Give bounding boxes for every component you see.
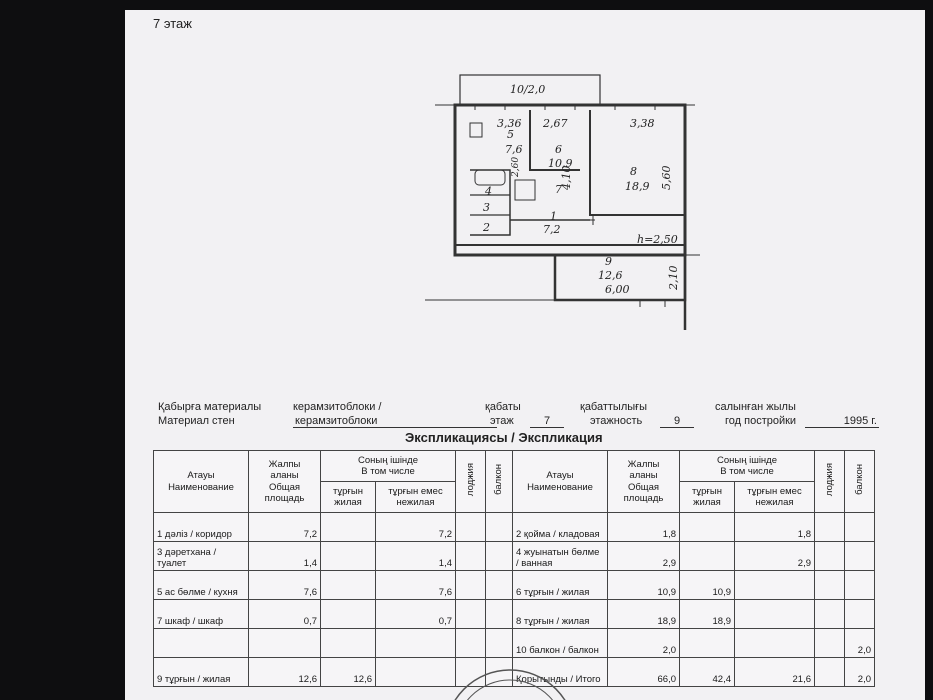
plan-room-9-area: 12,6 [598,269,623,282]
table-cell-l-living [321,513,376,542]
plan-room-6-dim: 2,67 [543,117,568,130]
plan-room-2-id: 2 [483,221,490,234]
table-cell-l-total: 1,4 [249,542,321,571]
wall-material-label-ru: Материал стен [158,415,235,427]
plan-room-6-area: 10,9 [548,157,573,170]
table-cell-l-nonliving: 0,7 [376,600,456,629]
floor-value: 7 [530,415,564,428]
table-cell-r-loggia [815,658,845,687]
table-cell-l-living: 12,6 [321,658,376,687]
year-label-kz: салынған жылы [715,401,796,413]
table-cell-r-loggia [815,542,845,571]
table-cell-l-name [154,629,249,658]
table-cell-l-nonliving: 1,4 [376,542,456,571]
col-balcony-header: балкон [486,451,513,513]
table-cell-r-nonliving: 21,6 [735,658,815,687]
plan-room-8-area: 18,9 [625,180,650,193]
table-cell-l-name: 5 ас бөлме / кухня [154,571,249,600]
table-cell-r-name: 4 жуынатын бөлме / ванная [513,542,608,571]
table-cell-l-total: 7,2 [249,513,321,542]
table-cell-r-loggia [815,571,845,600]
plan-room-1-area: 7,2 [543,223,561,236]
table-cell-l-total: 0,7 [249,600,321,629]
table-cell-l-total: 12,6 [249,658,321,687]
plan-room-7-id: 7 [555,183,562,196]
table-cell-r-total: 18,9 [608,600,680,629]
col-incl-header: Соның ішінде В том числе [321,451,456,482]
table-cell-r-name: 2 қойма / кладовая [513,513,608,542]
wall-material-value-2: керамзитоблоки [293,415,497,428]
table-cell-l-name: 1 дәліз / коридор [154,513,249,542]
table-cell-l-name: 7 шкаф / шкаф [154,600,249,629]
table-cell-r-living: 10,9 [680,571,735,600]
wall-material-value-1: керамзитоблоки / [293,401,382,413]
table-cell-r-balcony [845,513,875,542]
table-cell-r-balcony: 2,0 [845,629,875,658]
table-cell-r-living [680,542,735,571]
plan-room-5-area: 7,6 [505,143,523,156]
plan-room-8-dim: 3,38 [630,117,655,130]
table-cell-l-balcony [486,600,513,629]
table-cell-l-balcony [486,513,513,542]
plan-room-5-id: 5 [507,128,514,141]
table-cell-l-living [321,629,376,658]
plan-dim-600: 6,00 [605,283,630,296]
table-row [154,600,875,629]
plan-room-3-id: 3 [483,201,490,214]
table-cell-r-balcony: 2,0 [845,658,875,687]
table-cell-l-loggia [456,629,486,658]
table-cell-r-name: 6 тұрғын / жилая [513,571,608,600]
table-cell-l-loggia [456,513,486,542]
storeys-label-ru: этажность [590,415,643,427]
table-row [154,542,875,571]
table-cell-l-loggia [456,600,486,629]
table-cell-l-living [321,571,376,600]
floor-heading: 7 этаж [153,16,192,31]
table-cell-r-name: 8 тұрғын / жилая [513,600,608,629]
storeys-value: 9 [660,415,694,428]
year-label-ru: год постройки [725,415,797,427]
table-cell-l-name: 3 дәретхана / туалет [154,542,249,571]
table-cell-r-living: 18,9 [680,600,735,629]
table-row [154,513,875,542]
col-nonliving-header: тұрғын емес нежилая [376,482,456,513]
table-cell-l-name: 9 тұрғын / жилая [154,658,249,687]
col-loggia-header: лоджия [456,451,486,513]
table-cell-l-loggia [456,542,486,571]
table-cell-l-living [321,542,376,571]
table-cell-r-nonliving [735,600,815,629]
floor-label-ru: этаж [490,415,514,427]
table-cell-r-total: 2,9 [608,542,680,571]
plan-room-4-id: 4 [485,185,492,198]
table-cell-l-total [249,629,321,658]
wall-material-label-kz: Қабырға материалы [158,401,262,413]
table-cell-r-name: 10 балкон / балкон [513,629,608,658]
table-cell-r-loggia [815,629,845,658]
table-cell-r-total: 66,0 [608,658,680,687]
table-cell-l-total: 7,6 [249,571,321,600]
table-cell-r-living [680,513,735,542]
plan-room-9-id: 9 [605,255,612,268]
table-cell-r-nonliving: 1,8 [735,513,815,542]
col-loggia-header-right: лоджия [815,451,845,513]
col-nonliving-header-right: тұрғын емес нежилая [735,482,815,513]
plan-dim-210: 2,10 [667,265,680,290]
table-cell-l-living [321,600,376,629]
table-cell-r-total: 2,0 [608,629,680,658]
table-cell-l-nonliving [376,629,456,658]
table-cell-l-loggia [456,571,486,600]
col-living-header: тұрғын жилая [321,482,376,513]
floor-label-kz: қабаты [485,401,521,413]
plan-balcony-label: 10/2,0 [510,83,546,96]
table-cell-r-living [680,629,735,658]
table-cell-r-balcony [845,600,875,629]
plan-room-5-dim: 3,36 [497,117,522,130]
table-cell-r-loggia [815,513,845,542]
stamp-seal [410,660,610,700]
col-name-header-right: Атауы Наименование [513,451,608,513]
table-cell-r-nonliving [735,571,815,600]
plan-dim-560: 5,60 [660,165,673,190]
plan-dim-410: 4,10 [560,165,573,190]
plan-room-1-id: 1 [550,210,557,223]
plan-height: h=2,50 [637,233,678,246]
document-screen [125,10,925,700]
floor-plan [415,65,835,335]
col-name-header: Атауы Наименование [154,451,249,513]
year-value: 1995 г. [805,415,879,428]
col-incl-header-right: Соның ішінде В том числе [680,451,815,482]
table-cell-r-name: Қорытынды / Итого [513,658,608,687]
table-cell-r-balcony [845,542,875,571]
table-cell-r-balcony [845,571,875,600]
col-total-header-right: Жалпы аланы Общая площадь [608,451,680,513]
table-row [154,571,875,600]
plan-dim-260: 2,60 [511,156,521,177]
storeys-label-kz: қабаттылығы [580,401,648,413]
table-cell-l-balcony [486,542,513,571]
table-cell-r-loggia [815,600,845,629]
table-cell-l-balcony [486,571,513,600]
plan-room-6-id: 6 [555,143,562,156]
table-cell-l-nonliving: 7,2 [376,513,456,542]
table-cell-r-nonliving [735,629,815,658]
table-cell-l-balcony [486,629,513,658]
plan-room-8-id: 8 [630,165,637,178]
table-cell-l-nonliving: 7,6 [376,571,456,600]
table-cell-r-living: 42,4 [680,658,735,687]
table-cell-r-nonliving: 2,9 [735,542,815,571]
explication-table [153,450,875,687]
col-balcony-header-right: балкон [845,451,875,513]
col-total-header: Жалпы аланы Общая площадь [249,451,321,513]
explication-title: Экспликациясы / Экспликация [405,430,603,445]
table-cell-r-total: 1,8 [608,513,680,542]
col-living-header-right: тұрғын жилая [680,482,735,513]
table-cell-r-total: 10,9 [608,571,680,600]
table-row [154,629,875,658]
